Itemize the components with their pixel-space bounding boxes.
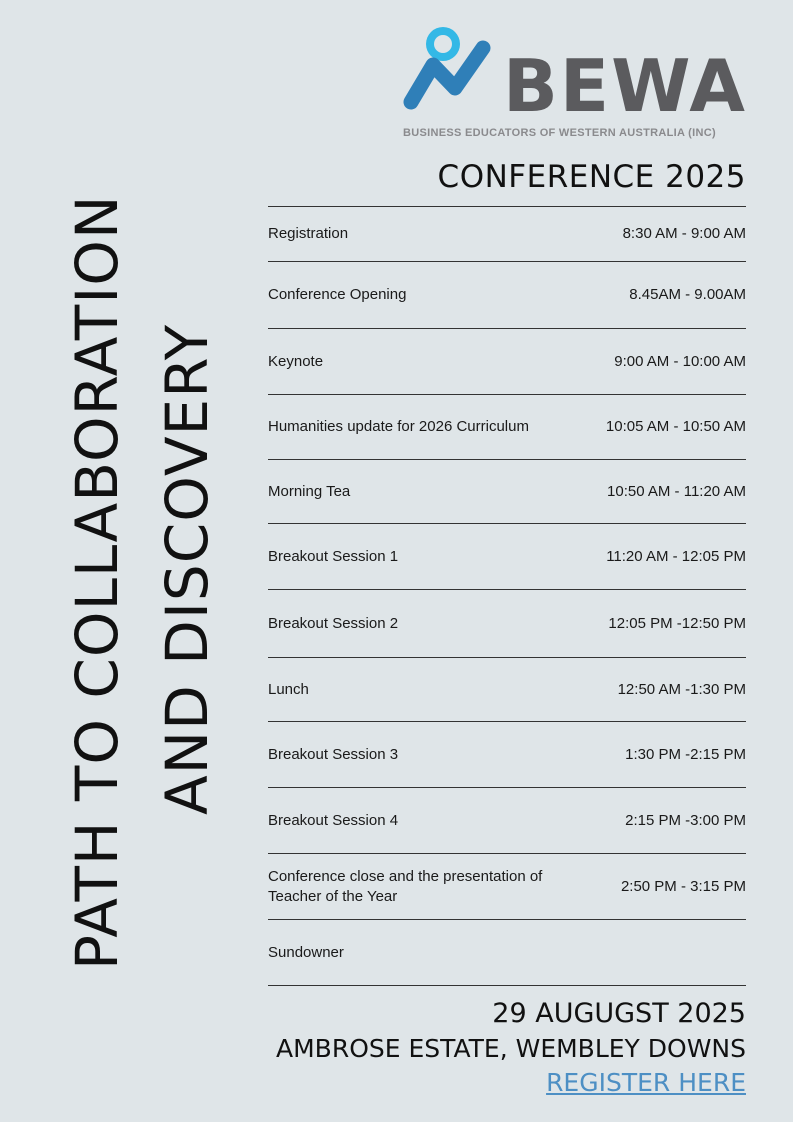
- vertical-title-line-1: PATH TO COLLABORATION: [63, 194, 131, 970]
- register-link[interactable]: REGISTER HERE: [546, 1068, 746, 1097]
- schedule-row: [268, 788, 746, 854]
- session-time: 1:30 PM -2:15 PM: [625, 745, 746, 763]
- session-time: 8.45AM - 9.00AM: [629, 286, 746, 303]
- session-time: 2:50 PM - 3:15 PM: [620, 877, 746, 895]
- schedule-row: [268, 722, 746, 788]
- session-name: Breakout Session 1: [268, 547, 399, 565]
- session-name: Breakout Session 4: [268, 811, 399, 829]
- schedule-row: [268, 524, 746, 590]
- session-name: Keynote: [268, 352, 324, 370]
- session-time: 12:05 PM -12:50 PM: [608, 614, 746, 632]
- logo-wordmark: BEWA: [503, 44, 747, 128]
- session-time: 10:05 AM - 10:50 AM: [605, 418, 746, 435]
- session-name: Breakout Session 2: [268, 614, 399, 632]
- event-date: 29 AUGUGST 2025: [492, 998, 746, 1029]
- logo-subtitle: BUSINESS EDUCATORS OF WESTERN AUSTRALIA (INC): [403, 127, 716, 139]
- schedule-row: [268, 460, 746, 524]
- schedule-row: [268, 395, 746, 460]
- session-name: Conference close and the presentation of Teacher of the Year: [268, 867, 543, 905]
- schedule-row: [268, 207, 746, 262]
- schedule-row: [268, 329, 746, 395]
- bewa-logo: [403, 20, 753, 145]
- session-time: 10:50 AM - 11:20 AM: [607, 482, 746, 500]
- vertical-title-line-2: AND DISCOVERY: [153, 323, 221, 815]
- schedule-row: [268, 590, 746, 658]
- schedule-row: [268, 854, 746, 920]
- schedule-row: [268, 920, 746, 986]
- schedule-row: [268, 262, 746, 329]
- event-venue: AMBROSE ESTATE, WEMBLEY DOWNS: [276, 1034, 746, 1063]
- session-name: Registration: [268, 225, 349, 242]
- session-time: 8:30 AM - 9:00 AM: [622, 225, 746, 242]
- session-name: Humanities update for 2026 Curriculum: [268, 418, 529, 435]
- schedule-row: [268, 658, 746, 722]
- session-name: Sundowner: [268, 943, 344, 961]
- conference-title: CONFERENCE 2025: [437, 159, 746, 195]
- schedule-list: [268, 206, 746, 986]
- session-time: 12:50 AM -1:30 PM: [617, 680, 746, 698]
- session-time: 11:20 AM - 12:05 PM: [606, 547, 746, 565]
- session-name: Conference Opening: [268, 286, 407, 303]
- session-time: 2:15 PM -3:00 PM: [625, 811, 746, 829]
- session-name: Lunch: [268, 680, 309, 698]
- session-name: Morning Tea: [268, 482, 351, 500]
- session-time: 9:00 AM - 10:00 AM: [614, 352, 746, 370]
- bewa-figure-icon: [403, 20, 503, 120]
- session-name: Breakout Session 3: [268, 745, 399, 763]
